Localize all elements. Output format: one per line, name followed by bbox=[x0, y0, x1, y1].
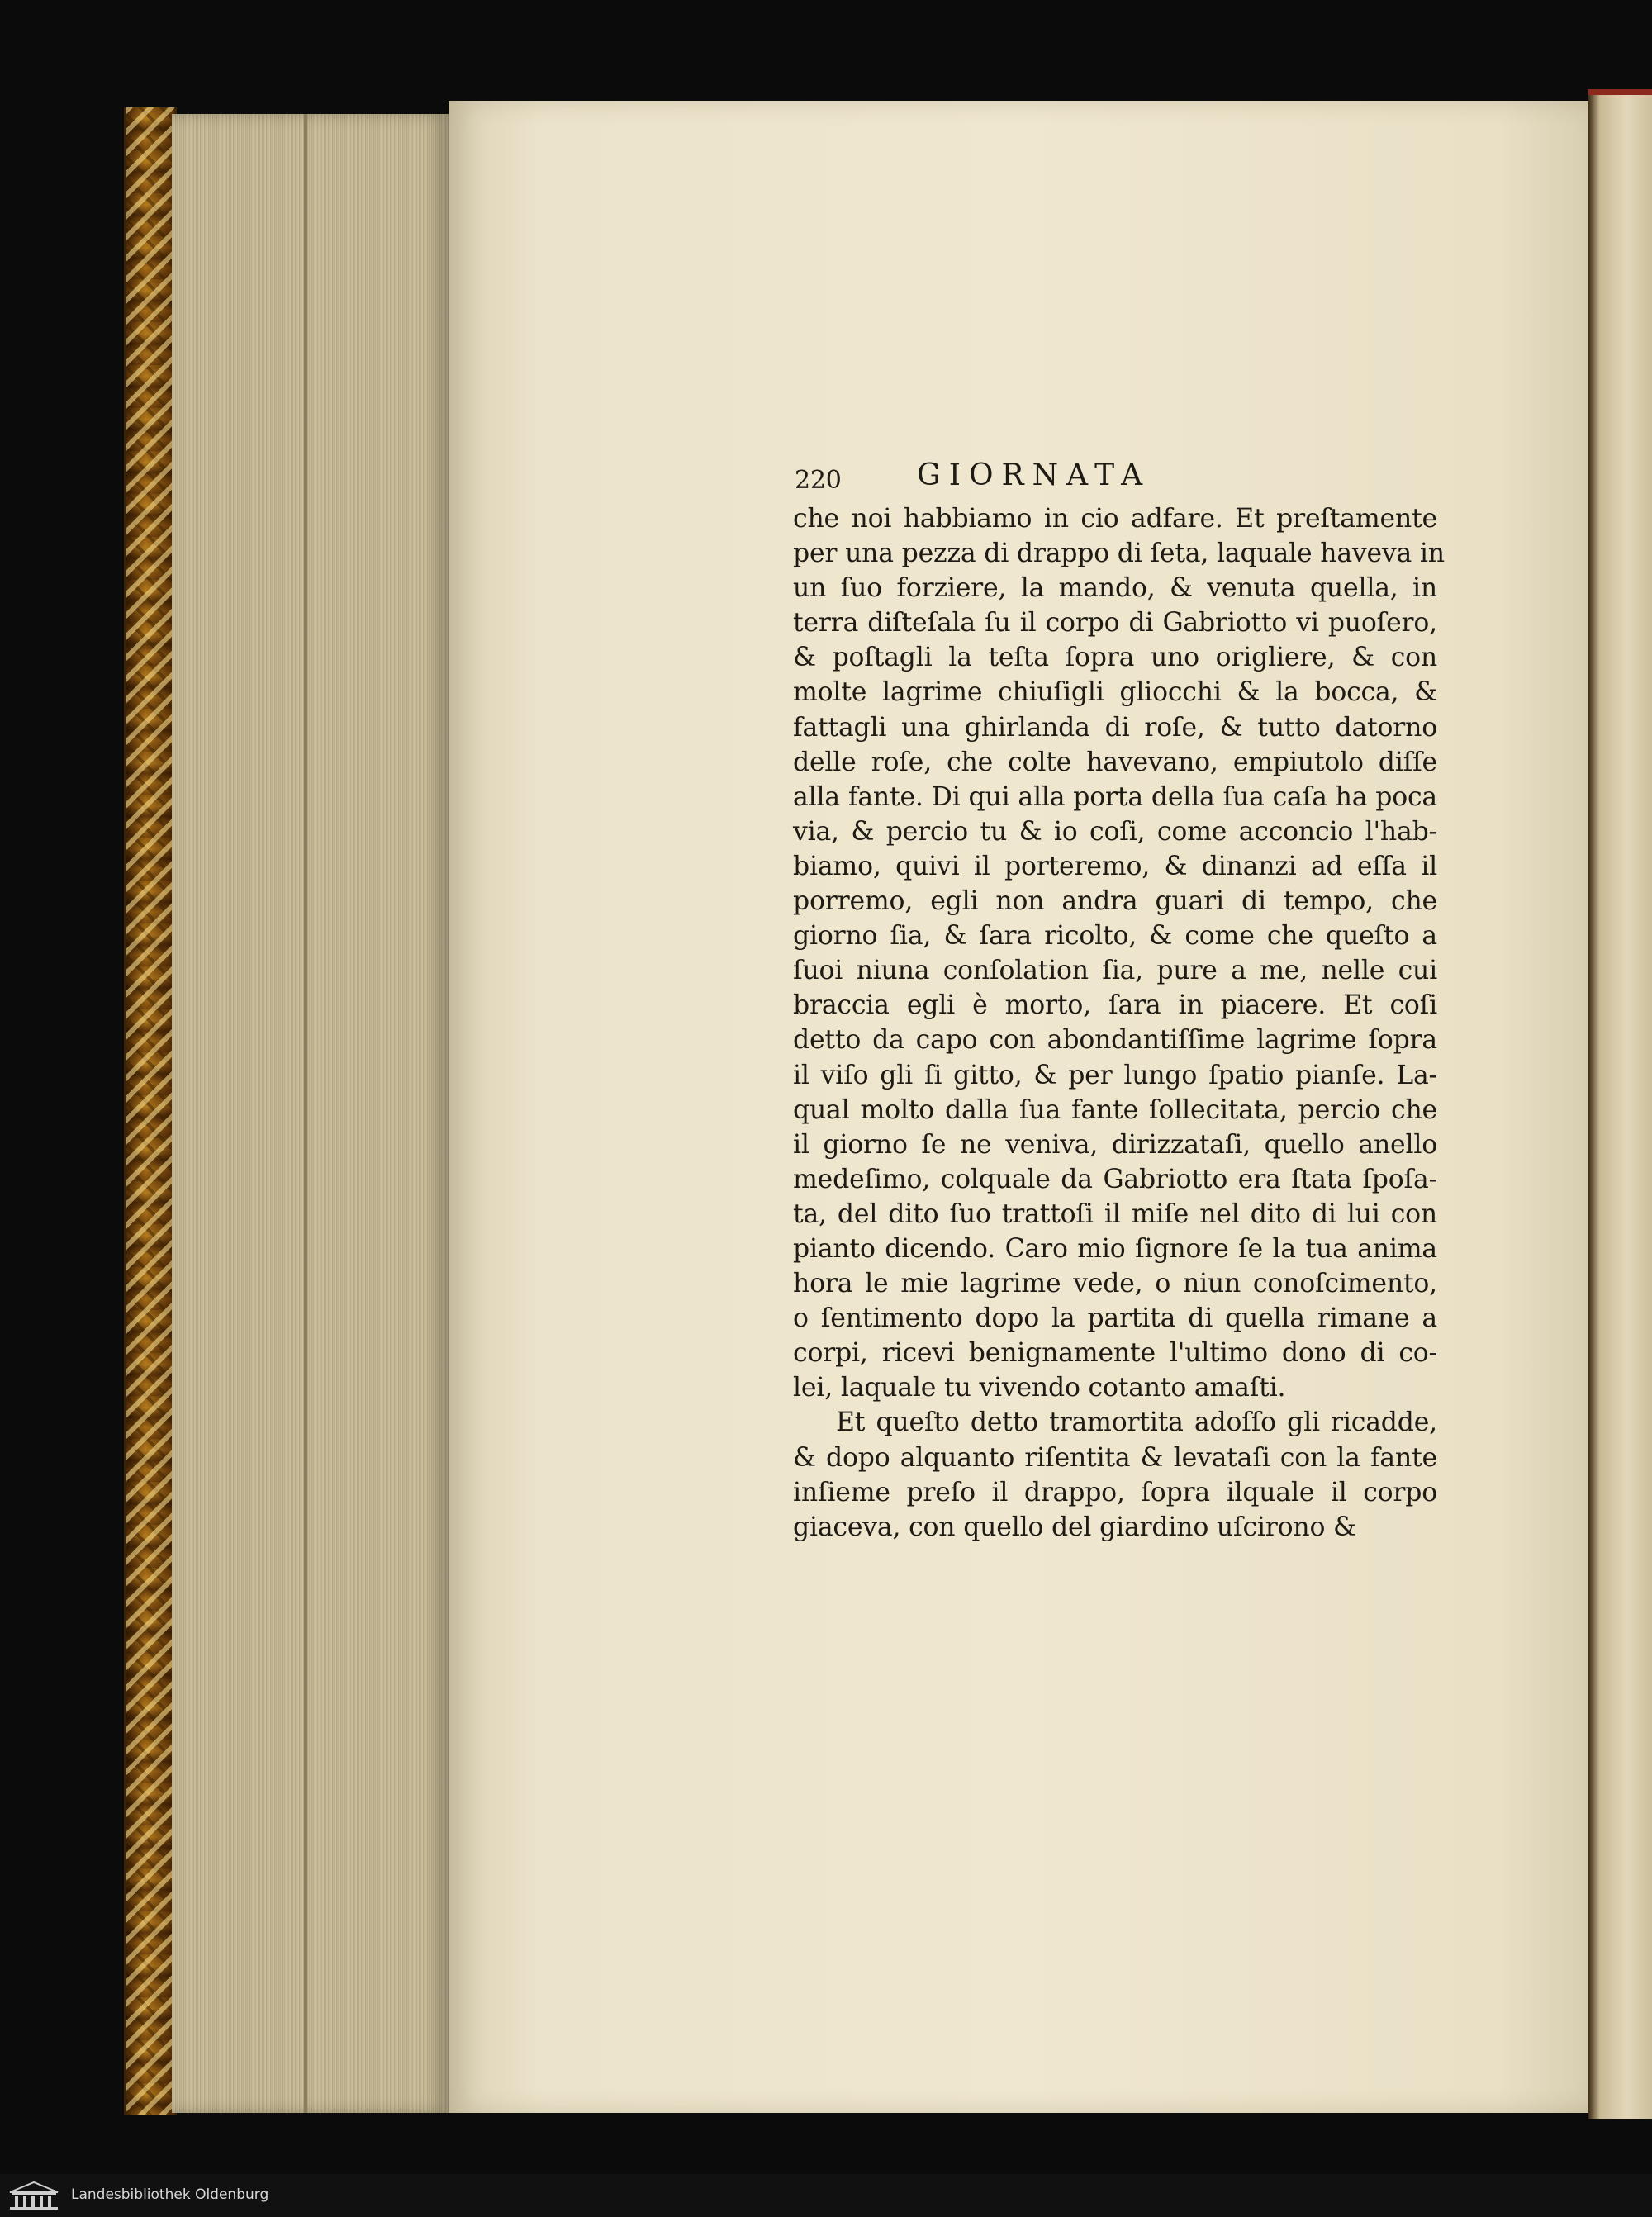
text-line: hora le mie lagrime vede, o niun conoſcimento, bbox=[793, 1269, 1437, 1299]
text-line: fattagli una ghirlanda di roſe, & tutto datorno bbox=[793, 712, 1437, 743]
body-text bbox=[793, 501, 1445, 1545]
text-line: corpi, ricevi benignamente l'ultimo dono di co- bbox=[793, 1338, 1437, 1369]
gilt-spine bbox=[124, 107, 177, 2115]
text-line: per una pezza di drappo di ſeta, laquale haveva in bbox=[793, 539, 1445, 569]
library-name: Landesbibliothek Oldenburg bbox=[71, 2186, 269, 2203]
text-line: biamo, quivi il porteremo, & dinanzi ad eſſa il bbox=[793, 851, 1437, 881]
text-line: pianto dicendo. Caro mio ſignore ſe la tua anima bbox=[793, 1233, 1437, 1264]
page-number: 220 bbox=[795, 466, 842, 495]
text-line: delle roſe, che colte havevano, empiutolo diſſe bbox=[793, 747, 1437, 777]
text-line: porremo, egli non andra guari di tempo, che bbox=[793, 886, 1437, 917]
text-block bbox=[793, 458, 1445, 1545]
text-line: il viſo gli ſi gitto, & per lungo ſpatio pianſe. La- bbox=[793, 1060, 1437, 1090]
text-line: che noi habbiamo in cio adfare. Et preſtamente bbox=[793, 504, 1437, 534]
text-line: un ſuo forziere, la mando, & venuta quella, in bbox=[793, 573, 1437, 604]
text-line: qual molto dalla ſua fante ſollecitata, percio che bbox=[793, 1094, 1437, 1125]
text-line: via, & percio tu & io coſi, come acconcio l'hab- bbox=[793, 816, 1437, 847]
text-line: detto da capo con abondantiſſime lagrime ſopra bbox=[793, 1025, 1437, 1056]
text-line: braccia egli è morto, ſara in piacere. Et coſi bbox=[793, 990, 1437, 1021]
text-line: molte lagrime chiuſigli gliocchi & la bocca, & bbox=[793, 677, 1437, 708]
text-line: lei, laquale tu vivendo cotanto amaſti. bbox=[793, 1373, 1286, 1403]
page-block-edges bbox=[172, 114, 449, 2113]
text-line: ta, del dito ſuo trattoſi il miſe nel dito di lui con bbox=[793, 1199, 1437, 1229]
text-line: o ſentimento dopo la partita di quella rimane a bbox=[793, 1303, 1437, 1334]
text-line: & poſtagli la teſta ſopra uno origliere, & con bbox=[793, 643, 1437, 673]
text-line: ſuoi niuna conſolation ſia, pure a me, nelle cui bbox=[793, 956, 1437, 986]
running-head bbox=[793, 458, 1437, 501]
text-line: giaceva, con quello del giardino uſcirono & bbox=[793, 1512, 1356, 1542]
text-line: medeſimo, colquale da Gabriotto era ſtata ſpoſa- bbox=[793, 1164, 1437, 1194]
text-line: inſieme preſo il drappo, ſopra ilquale il corpo bbox=[793, 1477, 1437, 1507]
text-line: giorno ſia, & ſara ricolto, & come che queſto a bbox=[793, 921, 1437, 952]
text-line: & dopo alquanto riſentita & levataſi con la fante bbox=[793, 1442, 1437, 1473]
text-line: Et queſto detto tramortita adoſſo gli ricadde, bbox=[836, 1408, 1437, 1438]
footer-bar bbox=[0, 2174, 1652, 2217]
text-line: il giorno ſe ne veniva, dirizzataſi, quello anello bbox=[793, 1129, 1437, 1160]
library-building-icon bbox=[8, 2181, 59, 2210]
next-page-sliver bbox=[1588, 95, 1652, 2119]
running-title: GIORNATA bbox=[917, 458, 1151, 492]
spine-ornament bbox=[126, 107, 174, 2115]
text-line: terra diſteſala ſu il corpo di Gabriotto vi puoſero, bbox=[793, 608, 1437, 639]
text-line: alla fante. Di qui alla porta della ſua caſa ha poca bbox=[793, 781, 1437, 812]
